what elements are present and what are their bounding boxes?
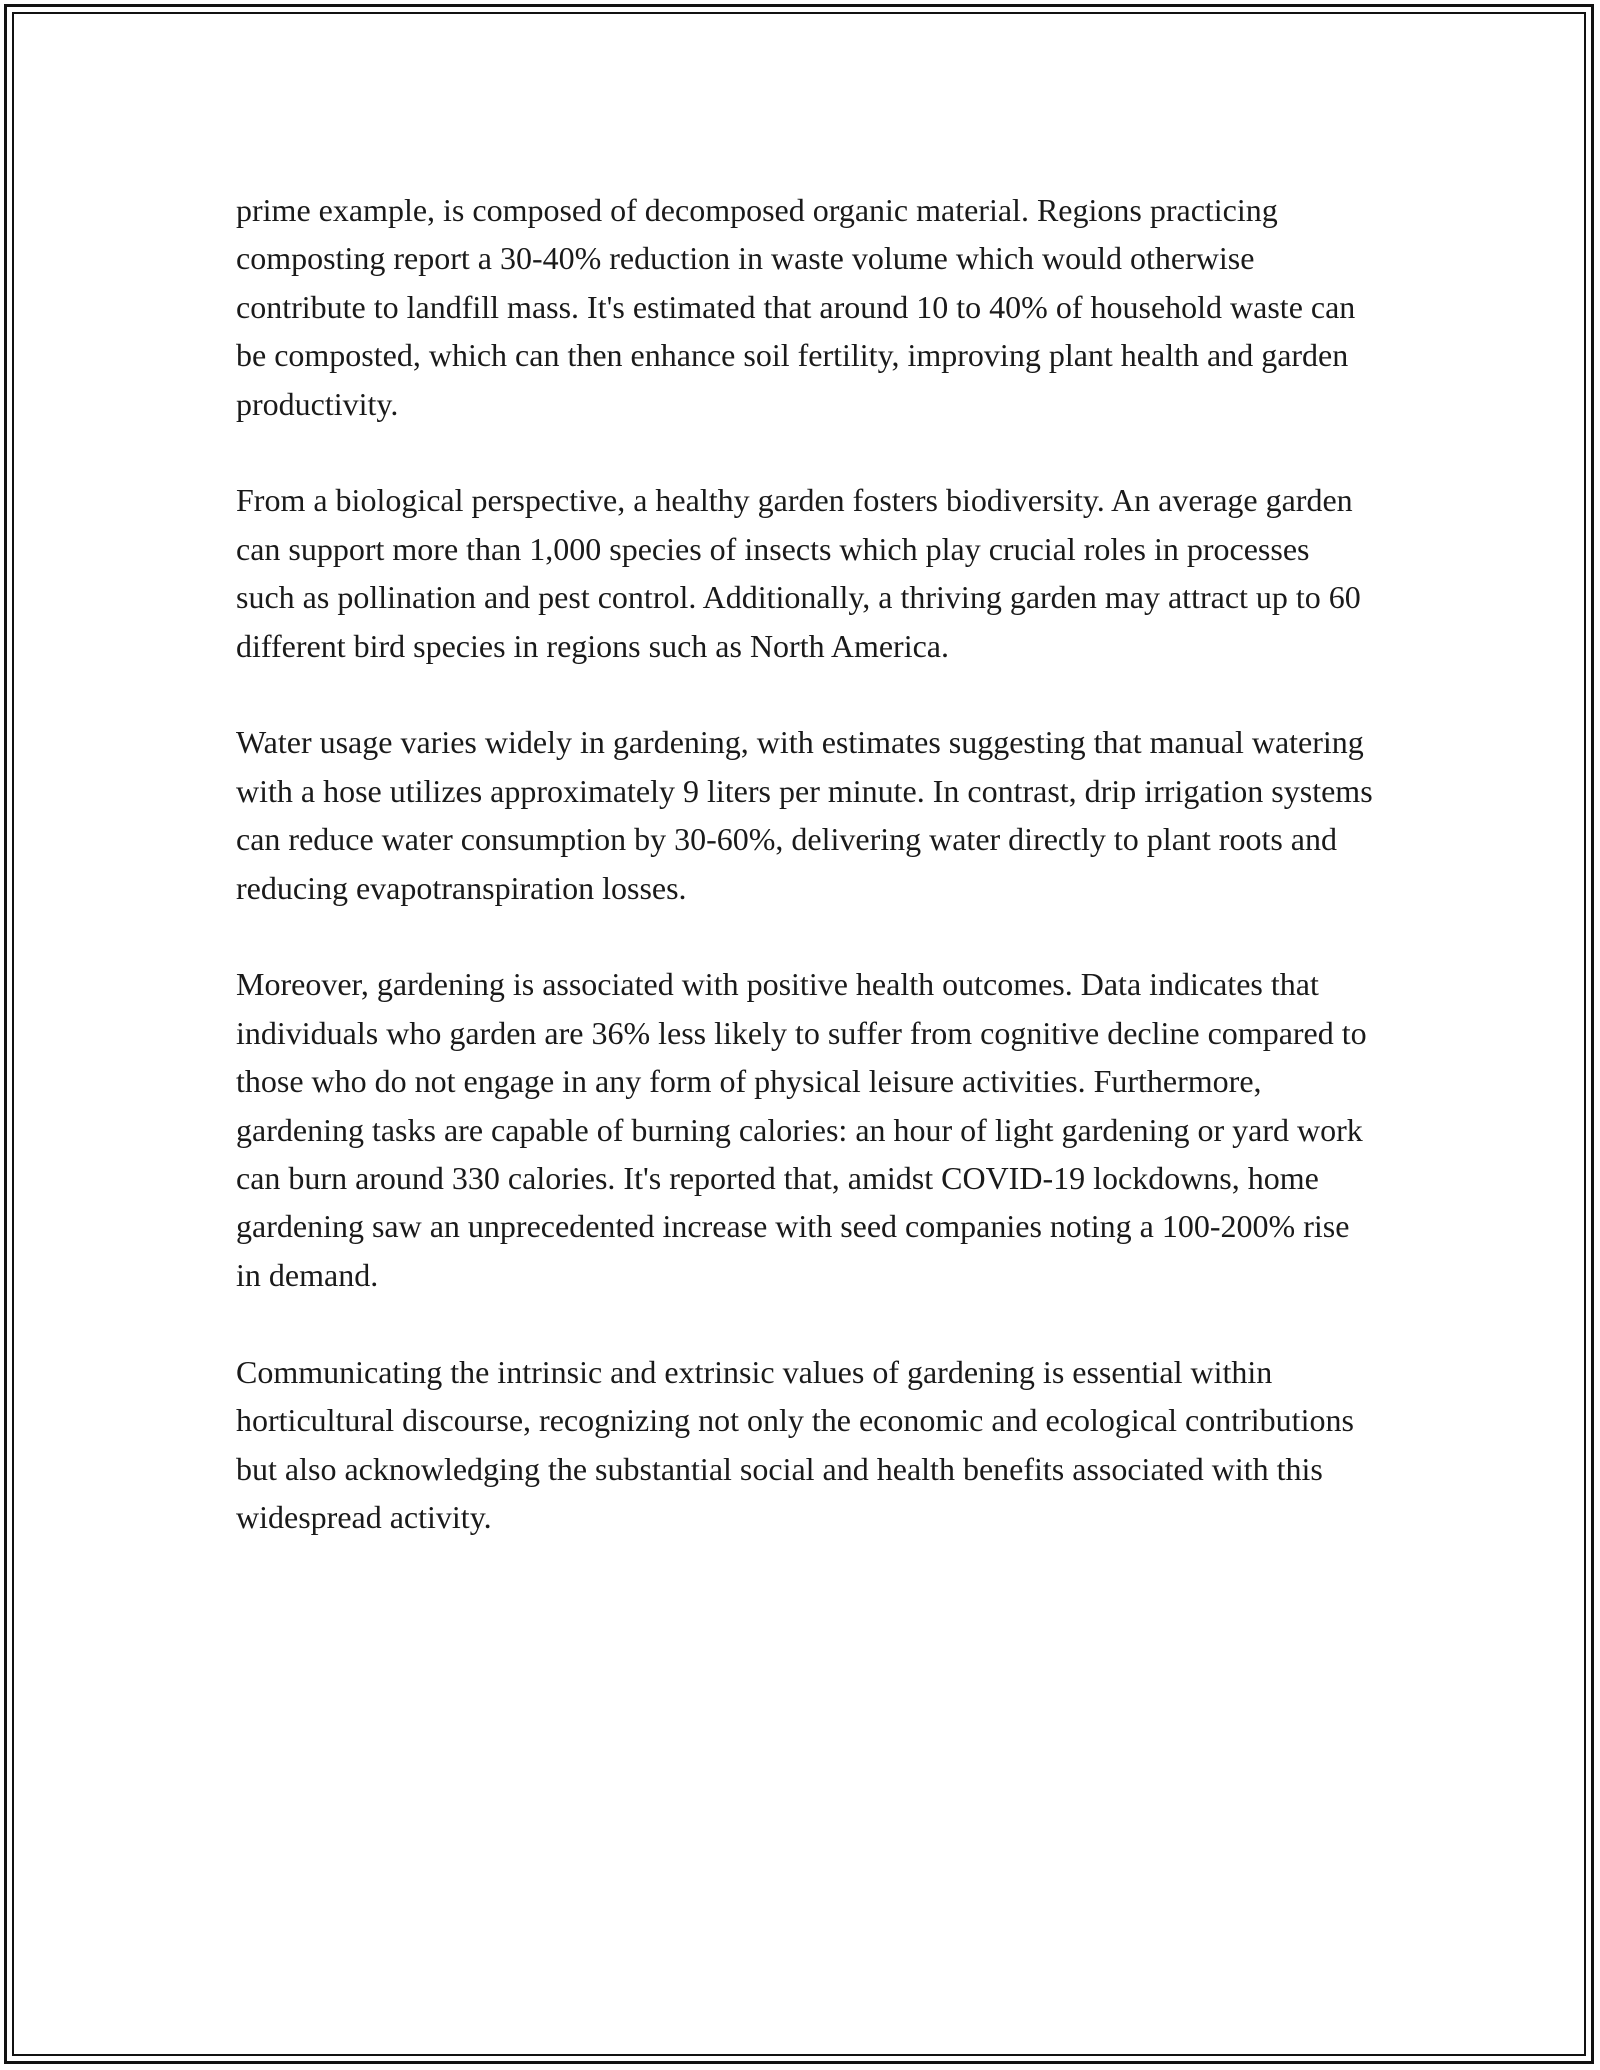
document-body xyxy=(236,186,1376,1590)
paragraph-health-outcomes: Moreover, gardening is associated with positive health outcomes. Data indicates that individuals who garden are 36% less likely to suffer from cognitive decline compared to those who do not engage in any form of physical leisure activities. Furthermore, gardening tasks are capable of burning calories: an hour of light gardening or yard work can burn around 330 calories. It's reported that, amidst COVID-19 lockdowns, home gardening saw an unprecedented increase with seed companies noting a 100-200% rise in demand. xyxy=(236,966,1367,1293)
paragraph-water-usage: Water usage varies widely in gardening, with estimates suggesting that manual watering with a hose utilizes approximately 9 liters per minute. In contrast, drip irrigation systems can reduce water consumption by 30-60%, delivering water directly to plant roots and reducing evapotranspiration losses. xyxy=(236,724,1373,906)
paragraph-composting: prime example, is composed of decomposed organic material. Regions practicing composting report a 30-40% reduction in waste volume which would otherwise contribute to landfill mass. It's estimated that around 10 to 40% of household waste can be composted, which can then enhance soil fertility, improving plant health and garden productivity. xyxy=(236,192,1356,422)
paragraph-conclusion: Communicating the intrinsic and extrinsic values of gardening is essential within horticultural discourse, recognizing not only the economic and ecological contributions but also acknowledging the substantial social and health benefits associated with this widespread activity. xyxy=(236,1353,1354,1535)
paragraph-biodiversity: From a biological perspective, a healthy garden fosters biodiversity. An average garden can support more than 1,000 species of insects which play crucial roles in processes such as pollination and pest control. Additionally, a thriving garden may attract up to 60 different bird species in regions such as North America. xyxy=(236,482,1361,664)
